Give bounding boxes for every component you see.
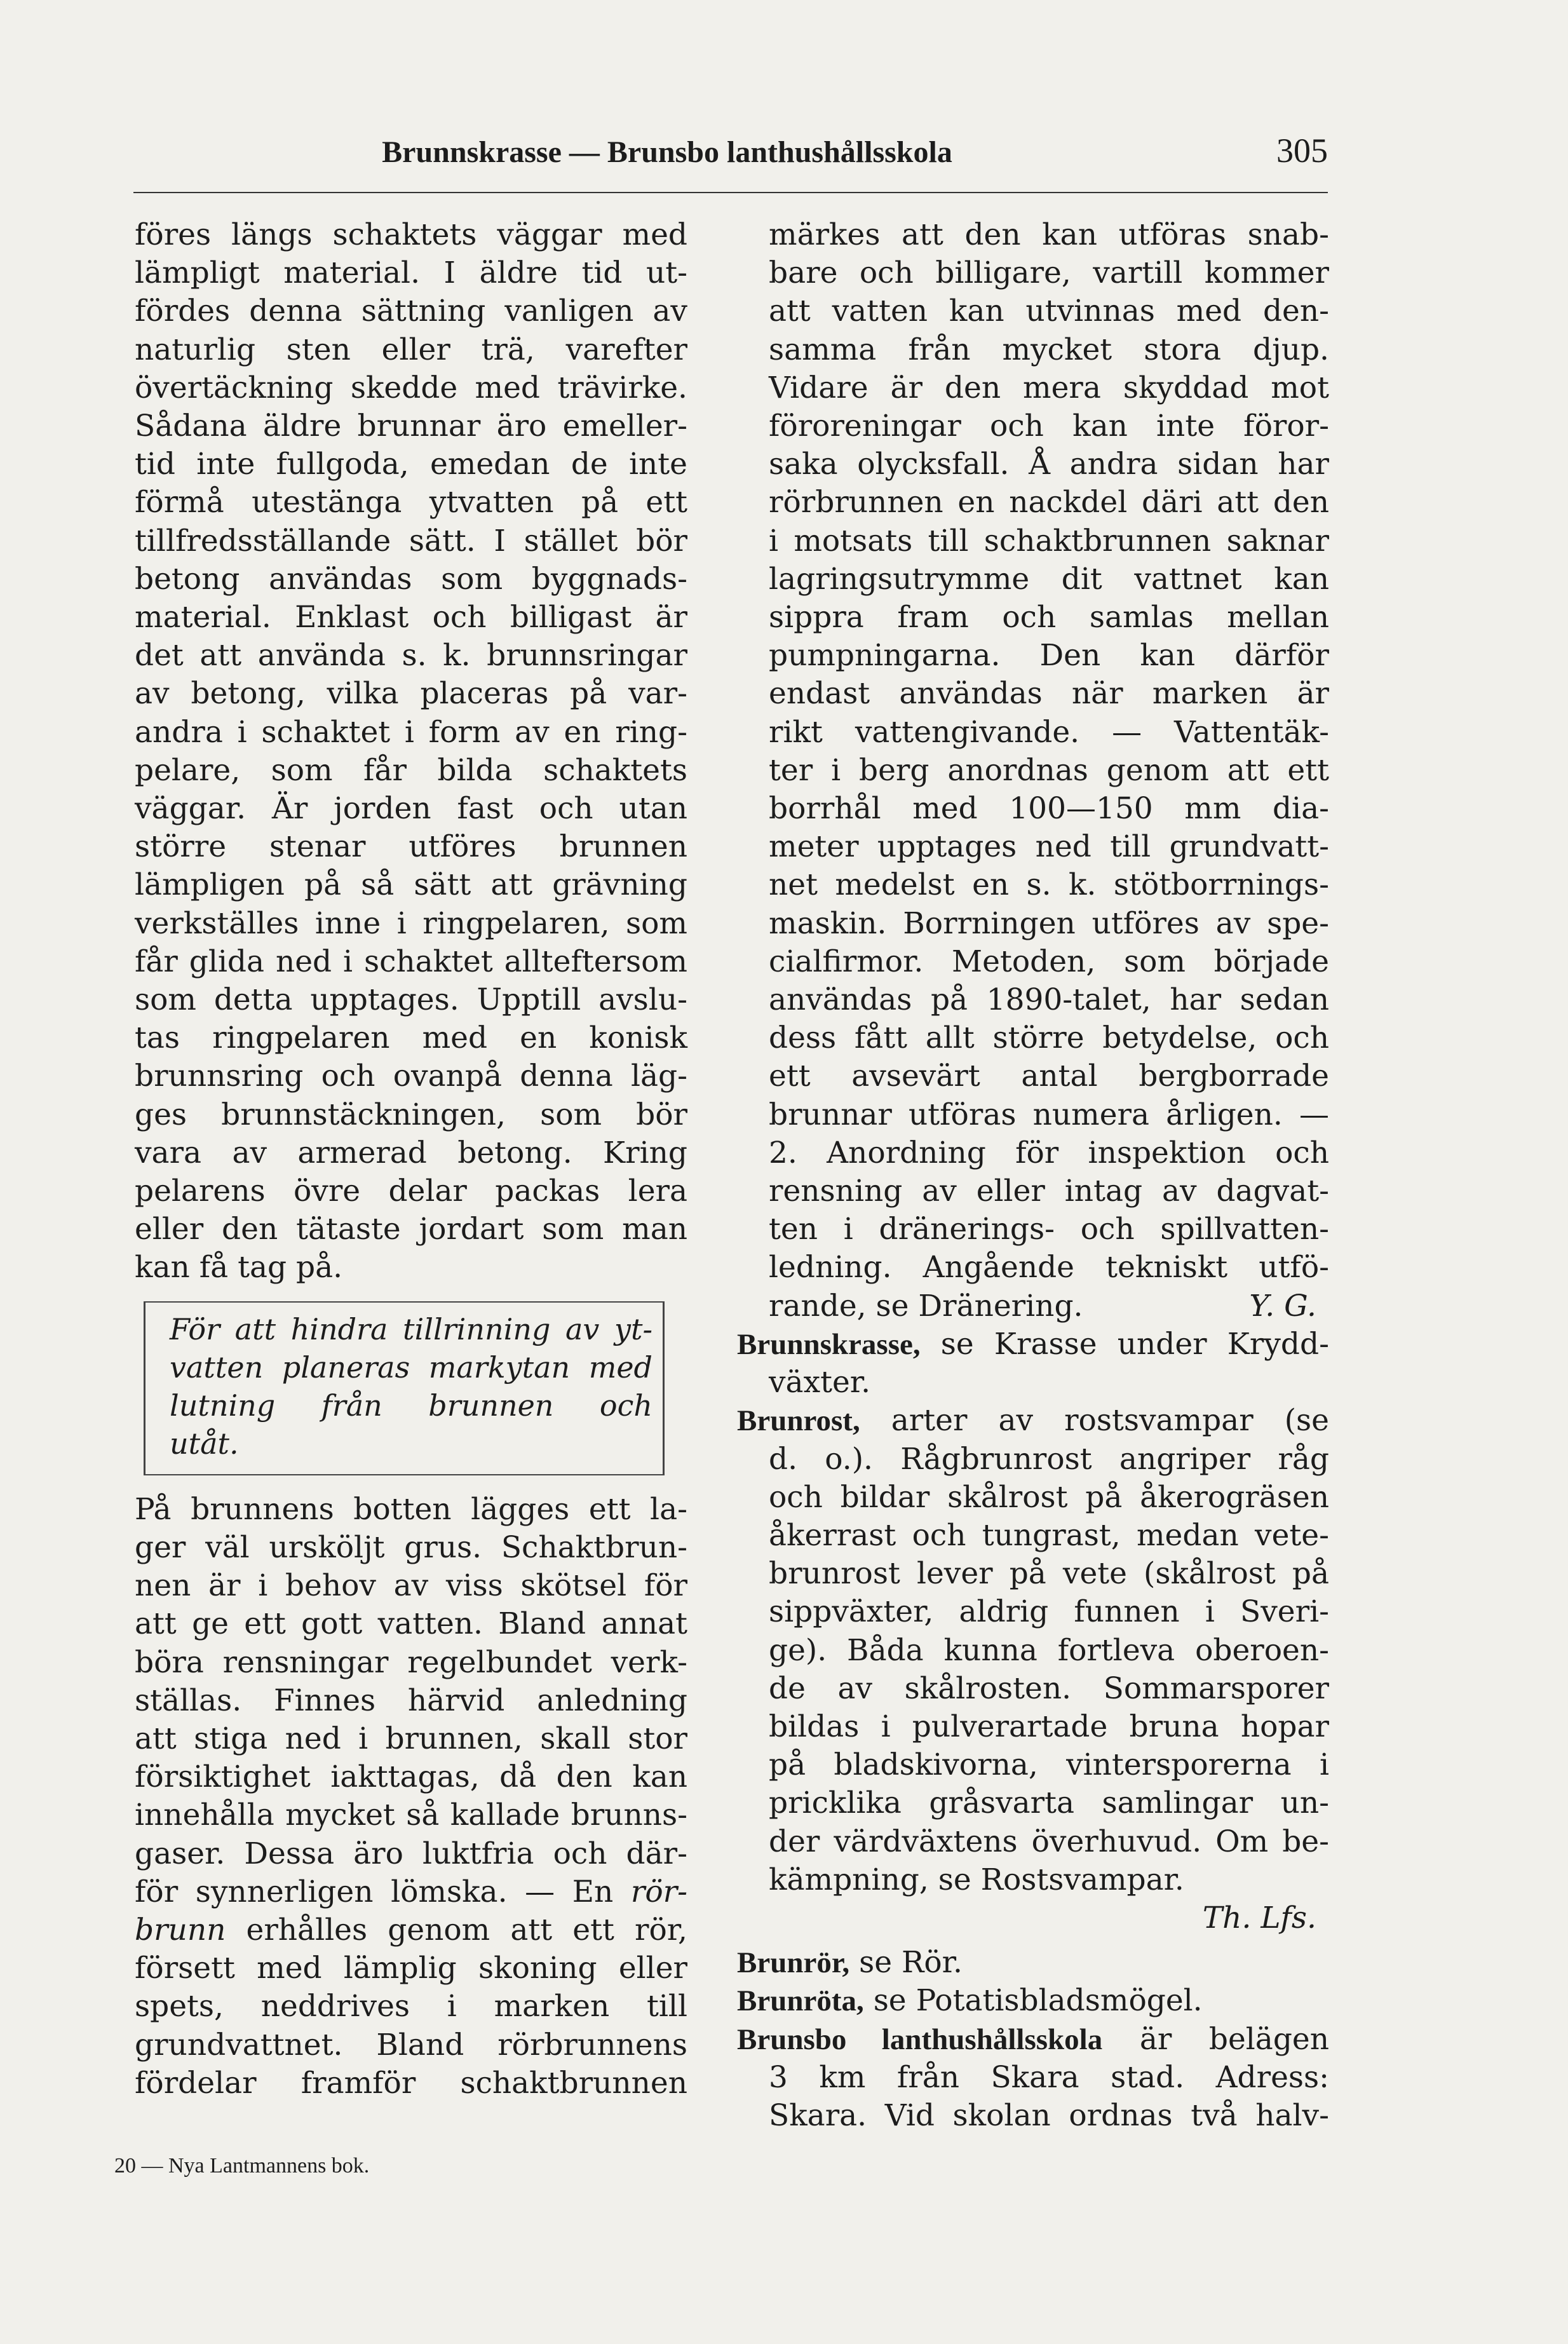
text-line: Sådana äldre brunnar äro emeller- [135,409,687,444]
text-line: samma från mycket stora djup. [769,332,1329,367]
text-line: det att använda s. k. brunnsringar [135,638,687,674]
text-line: på bladskivorna, vintersporerna i [769,1747,1329,1783]
text-line: tid inte fullgoda, emedan de inte [135,447,687,482]
text-line: net medelst en s. k. stötborrnings- [769,867,1329,903]
text-line: större stenar utföres brunnen [135,829,687,865]
text-line: ge). Båda kunna fortleva oberoen- [769,1632,1329,1668]
entry-brunrota [737,1982,1329,2020]
left-column [135,216,687,2103]
text-line: maskin. Borrningen utföres av spe- [769,905,1329,941]
text-line: tillfredsställande sätt. I stället bör [135,523,687,559]
header-title: Brunnskrasse — Brunsbo lanthushållsskola [382,135,952,169]
text-line: att stiga ned i brunnen, skall stor [135,1721,687,1756]
text-line: borrhål med 100—150 mm dia- [769,791,1329,827]
text-line: På brunnens botten lägges ett la- [135,1491,687,1527]
text-line: pelare, som får bilda schaktets [135,752,687,788]
text-line: pelarens övre delar packas lera [135,1174,687,1209]
text-line: naturlig sten eller trä, varefter [135,332,687,367]
figure-caption-box [144,1301,665,1475]
text-line: saka olycksfall. Å andra sidan har [769,447,1329,482]
text-line: Vidare är den mera skyddad mot [769,370,1329,405]
footer-note: 20 — Nya Lantmannens bok. [114,2154,370,2178]
text-line: försiktighet iakttagas, då den kan [135,1759,687,1795]
text-line: de av skålrosten. Sommarsporer [769,1670,1329,1706]
entry-head: Brunrost, [737,1404,860,1438]
text-line: 3 km från Skara stad. Adress: [769,2059,1329,2095]
text-line: material. Enklast och billigast är [135,600,687,635]
text-line: brunnsring och ovanpå denna läg- [135,1059,687,1094]
text-line: föres längs schaktets väggar med [135,217,687,252]
text-line: fördes denna sättning vanligen av [135,294,687,329]
right-column [737,216,1329,2135]
text-line: ställas. Finnes härvid anledning [135,1683,687,1718]
text-line: att vatten kan utvinnas med den- [769,294,1329,329]
entry-brunnskrasse [737,1325,1329,1364]
text-line: ett avsevärt antal bergborrade [769,1059,1329,1094]
text-line: verkställes inne i ringpelaren, som [135,905,687,941]
text-line: ges brunnstäckningen, som bör [135,1097,687,1132]
text-line: vara av armerad betong. Kring [135,1135,687,1170]
text-line: rensning av eller intag av dagvat- [769,1174,1329,1209]
caption-line: vatten planeras markytan med [170,1350,652,1385]
text-line: brunrost lever på vete (skålrost på [769,1556,1329,1592]
text-line: lämpligen på så sätt att grävning [135,867,687,903]
text-line: spets, neddrives i marken till [135,1989,687,2024]
text-line: meter upptages ned till grundvatt- [769,829,1329,865]
text-line: och bildar skålrost på åkerogräsen [769,1479,1329,1515]
text-line: eller den tätaste jordart som man [135,1212,687,1247]
caption-line: lutning från brunnen och [170,1388,652,1423]
entry-head: Brunröta, [737,1984,864,2018]
text-line [737,1287,1329,1325]
text-line: av betong, vilka placeras på var- [135,676,687,712]
text-line: lagringsutrymme dit vattnet kan [769,561,1329,597]
text-line: sippra fram och samlas mellan [769,600,1329,635]
text-line: rörbrunnen en nackdel däri att den [769,485,1329,520]
text-line: väggar. Är jorden fast och utan [135,791,687,827]
text-line: får glida ned i schaktet allteftersom [135,944,687,979]
text-line: 2. Anordning för inspektion och [769,1135,1329,1170]
entry-brunsbo [737,2021,1329,2059]
text-line: innehålla mycket så kallade brunns- [135,1798,687,1833]
text-line: brunnar utföras numera årligen. — [769,1097,1329,1132]
text-segment: rande, se Dränering. [769,1288,1083,1324]
header-rule [133,192,1328,193]
text-line: växter. [769,1365,871,1400]
entry-head: Brunsbo lanthushållsskola [737,2022,1103,2056]
text-line: som detta upptages. Upptill avslu- [135,982,687,1018]
text-line: nen är i behov av viss skötsel för [135,1568,687,1604]
text-line: kämpning, se Rostsvampar. [769,1862,1184,1897]
text-segment: erhålles genom att ett rör, [246,1912,687,1948]
text-line: ten i dränerings- och spillvatten- [769,1212,1329,1247]
text-line: der värdväxtens överhuvud. Om be- [769,1824,1329,1859]
text-line: bildas i pulverartade bruna hopar [769,1709,1329,1744]
text-line: åkerrast och tungrast, medan vete- [769,1517,1329,1553]
text-line: Skara. Vid skolan ordnas två halv- [769,2097,1329,2133]
text-line: lämpligt material. I äldre tid ut- [135,255,687,291]
text-line: d. o.). Rågbrunrost angriper råg [769,1441,1329,1477]
text-line: grundvattnet. Bland rörbrunnens [135,2027,687,2063]
entry-head: Brunnskrasse, [737,1327,921,1361]
text-line [135,1911,687,1949]
running-header [133,127,1328,172]
text-line [135,1873,687,1911]
text-line: pumpningarna. Den kan därför [769,638,1329,674]
text-line: kan få tag på. [135,1250,343,1285]
text-line: försett med lämplig skoning eller [135,1951,687,1986]
text-line: märkes att den kan utföras snab- [769,217,1329,252]
text-line: rikt vattengivande. — Vattentäk- [769,714,1329,750]
entry-brunror [737,1944,1329,1982]
entry-brunrost [737,1402,1329,1440]
entry-text: är belägen [1102,2021,1329,2057]
caption-line: utåt. [170,1426,239,1461]
text-segment: för synnerligen lömska. — En [135,1874,631,1909]
text-line: pricklika gråsvarta samlingar un- [769,1785,1329,1821]
text-line: betong användas som byggnads- [135,561,687,597]
text-line: förmå utestänga ytvatten på ett [135,485,687,520]
text-line: ledning. Angående tekniskt utfö- [769,1250,1329,1285]
text-line: andra i schaktet i form av en ring- [135,714,687,750]
text-line: böra rensningar regelbundet verk- [135,1644,687,1680]
page-number: 305 [1276,132,1328,170]
entry-text: se Krasse under Krydd- [920,1326,1329,1362]
text-line: användas på 1890-talet, har sedan [769,982,1329,1018]
text-line: endast användas när marken är [769,676,1329,712]
text-line: ger väl ursköljt grus. Schaktbrun- [135,1529,687,1565]
entry-text: arter av rostsvampar (se [860,1403,1329,1439]
entry-text: se Potatisbladsmögel. [863,1983,1203,2019]
text-line: ter i berg anordnas genom att ett [769,752,1329,788]
caption-line: För att hindra tillrinning av yt- [170,1311,652,1346]
text-line: sippväxter, aldrig funnen i Sveri- [769,1594,1329,1630]
text-line: cialfirmor. Metoden, som började [769,944,1329,979]
text-line: dess fått allt större betydelse, och [769,1020,1329,1056]
text-line: tas ringpelaren med en konisk [135,1020,687,1056]
text-line: föroreningar och kan inte föror- [769,409,1329,444]
entry-head: Brunrör, [737,1946,850,1980]
text-line: att ge ett gott vatten. Bland annat [135,1606,687,1642]
text-line: fördelar framför schaktbrunnen [135,2065,687,2101]
italic-term: rör- [630,1874,687,1909]
text-line: övertäckning skedde med trävirke. [135,370,687,405]
signature: Th. Lfs. [1202,1900,1316,1935]
italic-term: brunn [135,1912,226,1948]
text-line: i motsats till schaktbrunnen saknar [769,523,1329,559]
entry-text: se Rör. [849,1945,963,1981]
text-line: gaser. Dessa äro luktfria och där- [135,1836,687,1871]
signature: Y. G. [1249,1288,1316,1324]
text-line: bare och billigare, vartill kommer [769,255,1329,291]
